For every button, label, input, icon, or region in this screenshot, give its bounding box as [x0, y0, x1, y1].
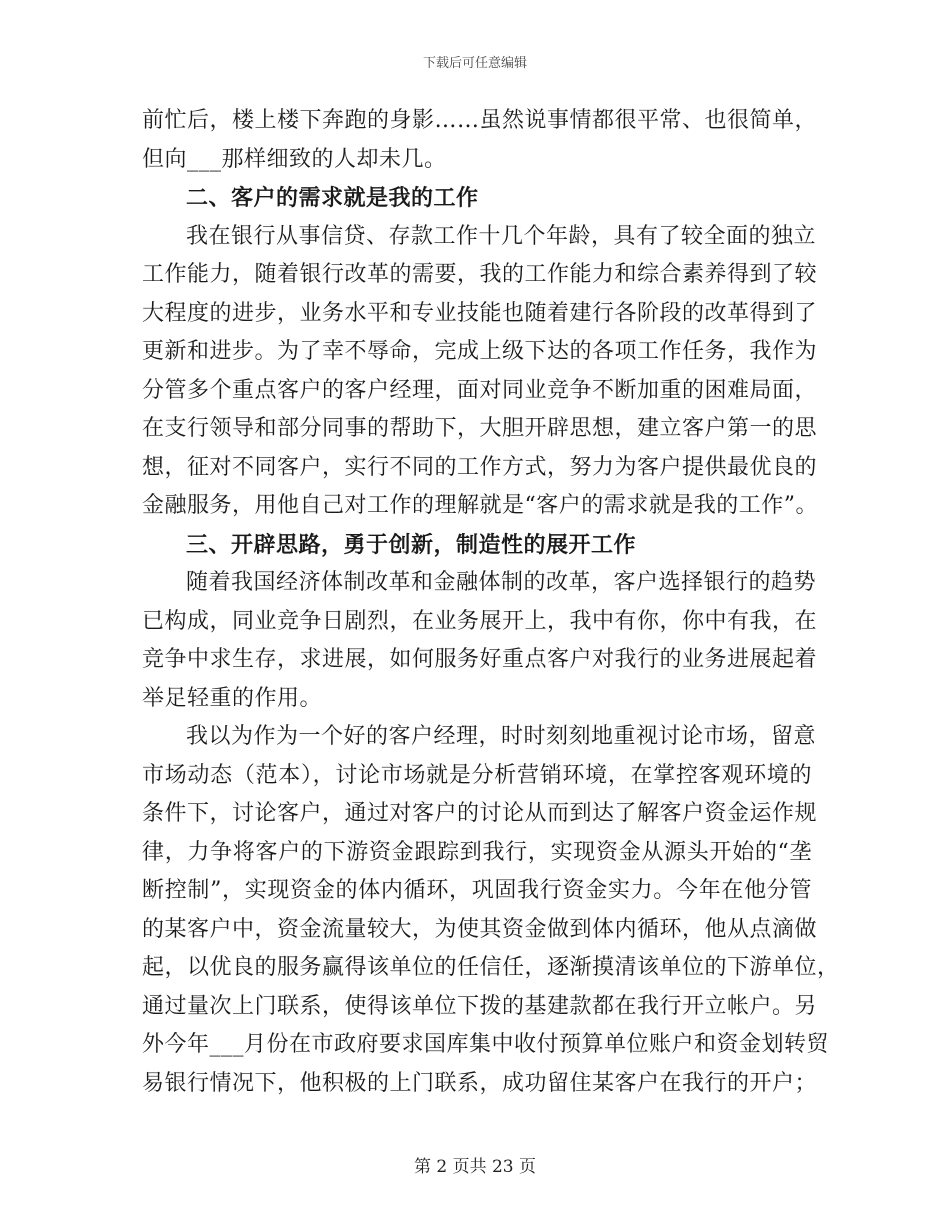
text-line: 我在银行从事信贷、存款工作十几个年龄，具有了较全面的独立 [186, 223, 817, 249]
text-line: 更新和进步。为了幸不辱命，完成上级下达的各项工作任务，我作为 [142, 339, 818, 364]
text-line: 大程度的进步，业务水平和专业技能也随着建行各阶段的改革得到了 [142, 300, 818, 326]
text-line: 的某客户中，资金流量较大，为使其资金做到体内循环，他从点滴做 [142, 916, 818, 942]
section-heading: 二、客户的需求就是我的工作 [186, 185, 479, 211]
text-line: 外今年___月份在市政府要求国库集中收付预算单位账户和资金划转贸 [142, 1032, 830, 1057]
text-line: 律，力争将客户的下游资金跟踪到我行，实现资金从源头开始的“垄 [142, 839, 812, 865]
text-line: 条件下，讨论客户，通过对客户的讨论从而到达了解客户资金运作规 [142, 801, 818, 826]
text-line: 我以为作为一个好的客户经理，时时刻刻地重视讨论市场，留意 [186, 724, 817, 749]
text-line: 但向___那样细致的人却未几。 [142, 146, 447, 172]
text-line: 在支行领导和部分同事的帮助下，大胆开辟思想，建立客户第一的思 [142, 416, 818, 441]
section-heading: 三、开辟思路，勇于创新，制造性的展开工作 [186, 531, 637, 558]
text-line: 通过量次上门联系，使得该单位下拨的基建款都在我行开立帐户。另 [142, 993, 818, 1019]
document-body [142, 102, 840, 1103]
text-line: 市场动态（范本），讨论市场就是分析营销环境，在掌控客观环境的 [142, 762, 812, 788]
text-line: 断控制”，实现资金的体内循环，巩固我行资金实力。今年在他分管 [142, 878, 812, 903]
page-header: 下载后可任意编辑 [422, 56, 527, 71]
text-line: 金融服务，用他自己对工作的理解就是“客户的需求就是我的工作”。 [142, 493, 818, 518]
text-line: 起，以优良的服务赢得该单位的任信任，逐渐摸清该单位的下游单位， [142, 955, 840, 980]
text-line: 已构成，同业竞争日剧烈，在业务展开上，我中有你，你中有我，在 [142, 608, 818, 634]
text-line: 前忙后，楼上楼下奔跑的身影……虽然说事情都很平常、也很简单， [142, 108, 818, 133]
text-line: 想，征对不同客户，实行不同的工作方式，努力为客户提供最优良的 [142, 454, 818, 480]
text-line: 随着我国经济体制改革和金融体制的改革，客户选择银行的趋势 [186, 570, 817, 595]
text-line: 竞争中求生存，求进展，如何服务好重点客户对我行的业务进展起着 [142, 647, 818, 672]
page-number-footer: 第 2 页共 23 页 [413, 1157, 537, 1177]
text-line: 易银行情况下，他积极的上门联系，成功留住某客户在我行的开户； [142, 1070, 818, 1096]
text-line: 举足轻重的作用。 [142, 685, 323, 711]
text-line: 分管多个重点客户的客户经理，面对同业竞争不断加重的困难局面， [142, 377, 818, 403]
text-line: 工作能力，随着银行改革的需要，我的工作能力和综合素养得到了较 [142, 262, 818, 287]
